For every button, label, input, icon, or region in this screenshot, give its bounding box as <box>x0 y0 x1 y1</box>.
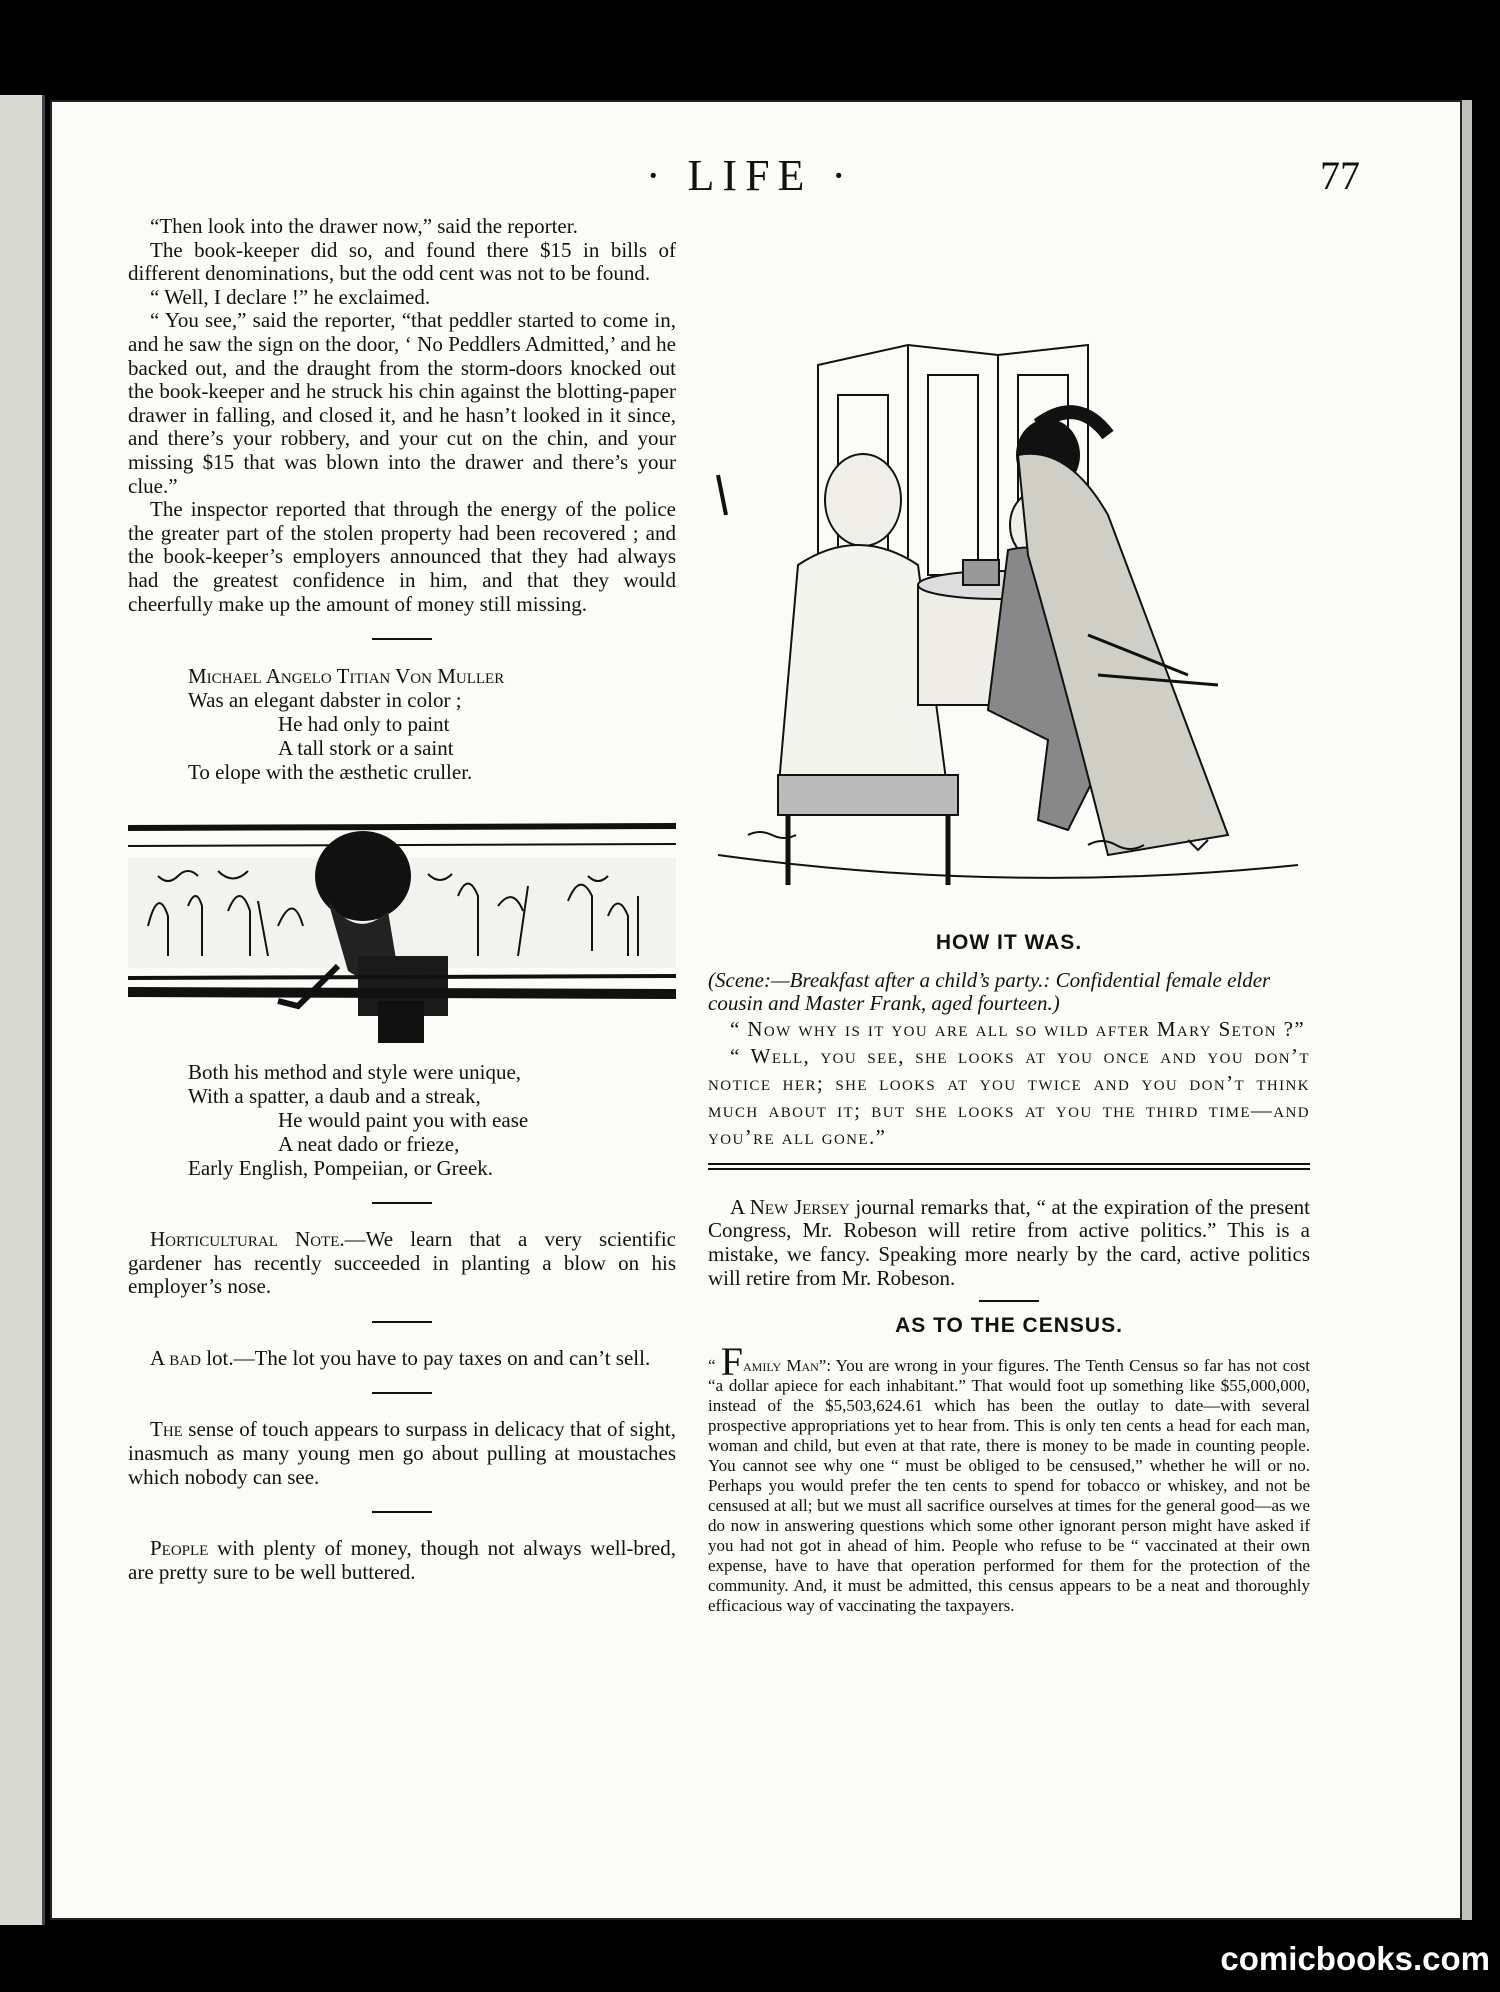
story-paragraph: The book-keeper did so, and found there $15 in bills of different denominations, but the odd cent was not to be found. <box>128 237 676 286</box>
dialog <box>708 1016 1310 1151</box>
section-divider <box>372 1392 432 1394</box>
touch-note <box>128 1418 676 1489</box>
scene-description: (Scene:—Breakfast after a child’s party.: Confidential female elder cousin and Master Frank, aged fourteen.) <box>708 967 1271 1016</box>
section-divider <box>372 1202 432 1204</box>
dialog-line: “ Now why is it you are all so wild after Mary Seton ?” <box>730 1016 1306 1041</box>
note-lead: Horticultural Note. <box>150 1227 345 1252</box>
watermark: comicbooks.com <box>1220 1940 1490 1977</box>
bad-lot-note <box>128 1347 676 1371</box>
poem-stanza-2 <box>188 1060 676 1180</box>
poem-line: A tall stork or a saint <box>278 736 454 761</box>
section-double-rule <box>708 1163 1310 1170</box>
poem-line: He had only to paint <box>278 712 450 737</box>
section-divider <box>979 1300 1039 1302</box>
breakfast-scene-illustration <box>708 335 1310 925</box>
new-jersey-note <box>708 1196 1310 1290</box>
poem-line: With a spatter, a daub and a streak, <box>188 1084 481 1109</box>
poem-line: A neat dado or frieze, <box>278 1132 460 1157</box>
note-lead: A New Jersey <box>730 1194 850 1219</box>
note-body: journal remarks that, “ at the expiration of the present Congress, Mr. Robeson will retire from active politics.” This is a mistake, we fancy. Speaking more nearly by the card, active politics will retire from Mr. Robeson. <box>708 1194 1310 1290</box>
census-lead: amily Man <box>743 1355 819 1375</box>
horticultural-note <box>128 1228 676 1299</box>
previous-page-edge <box>0 95 45 1925</box>
illustration-caption: HOW IT WAS. <box>935 931 1083 954</box>
right-column <box>708 215 1310 1616</box>
note-body: sense of touch appears to surpass in delicacy that of sight, inasmuch as many young men go about pulling at moustaches which nobody can see. <box>128 1417 676 1489</box>
poem-stanza-1 <box>188 664 676 784</box>
note-lead: A bad <box>150 1345 201 1370</box>
dialog-line: “ Well, you see, she looks at you once and you don’t notice her; she looks at you twice and you don’t think much about it; but she looks at you the third time—and you’re all gone.” <box>708 1043 1310 1149</box>
page-edge-shadow <box>1462 100 1472 1920</box>
painter-illustration <box>128 806 676 1046</box>
poem-line: To elope with the æsthetic cruller. <box>188 760 473 785</box>
note-body: with plenty of money, though not always well-bred, are pretty sure to be well buttered. <box>128 1536 676 1584</box>
census-title: AS TO THE CENSUS. <box>895 1314 1123 1338</box>
story-paragraph: “ You see,” said the reporter, “that peddler started to come in, and he saw the sign on the door, ‘ No Peddlers Admitted,’ and he backed out, and the draught from the storm-doors knocked out the book-keeper and he struck his chin against the blotting-paper drawer in falling, and closed it, and he hasn’t looked in it since, and there’s your robbery, and your cut on the chin, and your missing $15 that was blown into the drawer and there’s your clue.” <box>128 308 676 498</box>
page-header <box>0 150 1500 210</box>
page-number: 77 <box>1320 153 1360 198</box>
section-divider <box>372 638 432 640</box>
people-note <box>128 1537 676 1584</box>
poem-line: Was an elegant dabster in color ; <box>188 688 462 713</box>
section-divider <box>372 1321 432 1323</box>
story-paragraph: The inspector reported that through the energy of the police the greater part of the stolen property had been recovered ; and the book-keeper’s employers announced that they had always had the greatest confidence in him, and that they would cheerfully make up the amount of money still missing. <box>128 497 676 616</box>
note-body: —We learn that a very scientific gardener has recently succeeded in planting a blow on his employer’s nose. <box>128 1227 676 1299</box>
census-body: ”: You are wrong in your figures. The Tenth Census so far has not cost “a dollar apiece for each inhabitant.” That would foot up something like $55,000,000, instead of the $5,503,624.61 which has been the outlay to date—with several prospective appropriations yet to hear from. This is only ten cents a head for each man, woman and child, but even at that rate, there is money to be made in counting people. You cannot see why one “ must be obliged to be censused,” whether he will or no. Perhaps you would prefer the ten cents to spend for tobacco or whiskey, and not be censused at all; but we must all sacrifice ourselves at times for the general good—as we do now in answering questions which some other ignorant person might have asked if you had not got in ahead of him. People who refuse to be “ vaccinated at their own expense, have to have that operation performed for them for the protection of the community. And, it must be admitted, this census appears to be a neat and thoroughly efficacious way of vaccinating the taxpayers. <box>708 1355 1310 1615</box>
left-column <box>128 215 676 1584</box>
poem-line: Early English, Pompeiian, or Greek. <box>188 1156 494 1181</box>
census-open-quote: “ <box>708 1355 721 1375</box>
note-body: lot.—The lot you have to pay taxes on and can’t sell. <box>200 1345 651 1370</box>
masthead: · LIFE · <box>645 151 855 200</box>
story-paragraph: “ Well, I declare !” he exclaimed. <box>150 284 431 309</box>
poem-line: Michael Angelo Titian Von Muller <box>188 664 505 689</box>
poem-line: He would paint you with ease <box>278 1108 529 1133</box>
note-lead: People <box>150 1536 209 1561</box>
section-divider <box>372 1511 432 1513</box>
census-article <box>708 1338 1310 1616</box>
drop-cap: F <box>720 1338 743 1384</box>
poem-line: Both his method and style were unique, <box>188 1060 522 1085</box>
story-paragraph: “Then look into the drawer now,” said the reporter. <box>150 214 578 238</box>
note-lead: The <box>150 1417 183 1442</box>
